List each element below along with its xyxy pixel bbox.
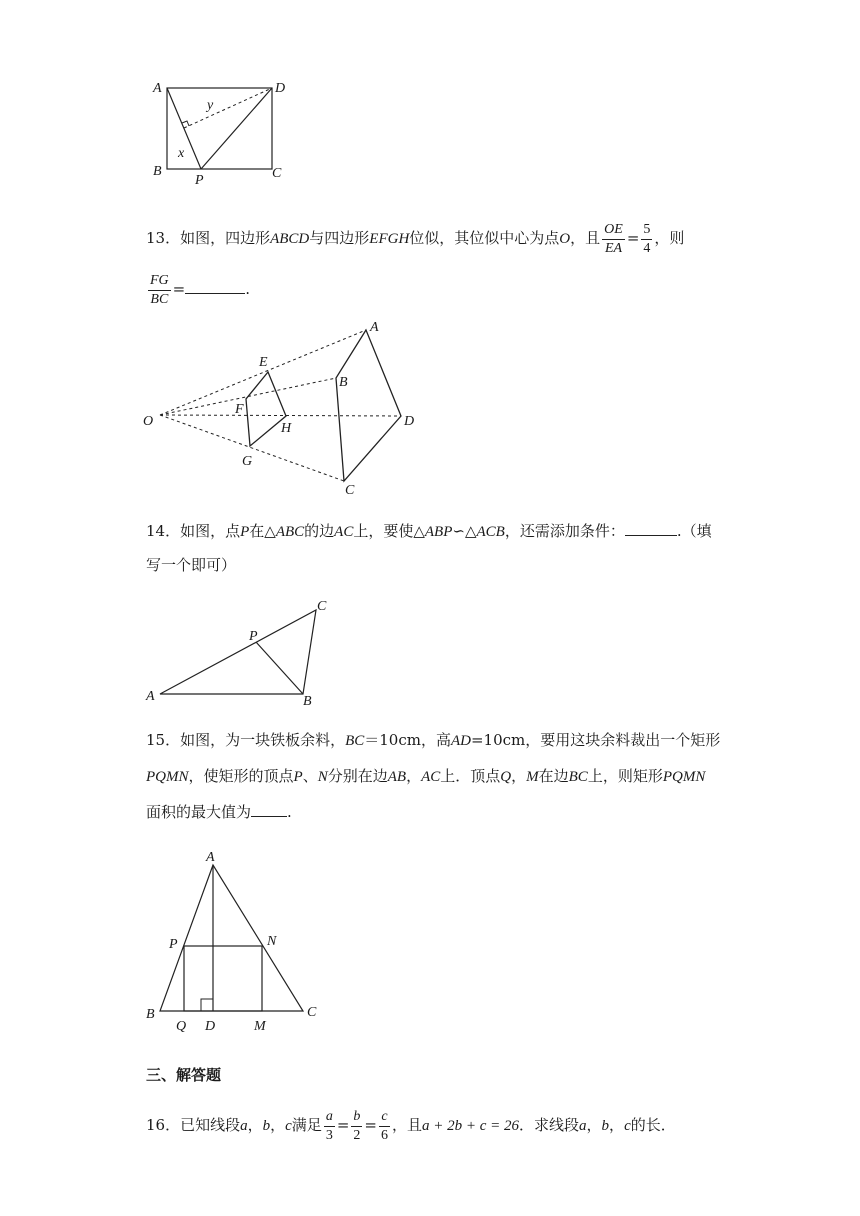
- section-heading: 三、解答题: [146, 1066, 222, 1084]
- label-y: y: [207, 98, 214, 113]
- ray-oa: [160, 330, 366, 415]
- triangle-abc: [160, 610, 316, 694]
- figure-homothety: [136, 318, 426, 498]
- figure-triangle-rectangle: [140, 846, 340, 1036]
- right-angle-mark: [201, 999, 213, 1011]
- label-p: P: [249, 629, 258, 644]
- label-f: F: [235, 402, 244, 417]
- rectangle-pqmn: [184, 946, 262, 1011]
- var-b: b: [601, 1118, 610, 1134]
- q15-bc: BC: [345, 733, 365, 749]
- quadrilateral-abdc: [336, 330, 401, 481]
- label-a: A: [146, 689, 155, 704]
- q14-sim: ∽△: [452, 522, 477, 540]
- label-c: C: [317, 599, 327, 614]
- q15-q: Q: [500, 769, 512, 785]
- q15-text: =10cm，要用这块余料裁出一个矩形: [470, 731, 721, 749]
- q14-acb: ACB: [476, 524, 505, 540]
- ray-od: [160, 415, 401, 416]
- q15-pqmn: PQMN: [662, 769, 706, 785]
- q15-text: 15．如图，为一块铁板余料，: [146, 731, 346, 749]
- q13-text: ，则: [654, 229, 685, 247]
- figure-rectangle-abcd: [140, 76, 300, 188]
- q14-text: 的边: [304, 522, 335, 540]
- q13-text: 位似，其位似中心为点: [409, 229, 560, 247]
- label-d: D: [404, 414, 415, 429]
- dashed-perpendicular-d: [184, 88, 272, 128]
- equals-sign: =: [364, 1116, 377, 1134]
- equation: a + 2b + c = 26: [421, 1118, 520, 1134]
- question-14-line-1: [146, 514, 712, 549]
- q14-p: P: [240, 524, 250, 540]
- q15-text: ，: [511, 767, 527, 785]
- q13-efgh: EFGH: [369, 231, 410, 247]
- q14-abc: ABC: [275, 524, 305, 540]
- q16-text: 的长．: [630, 1116, 676, 1134]
- var-b: b: [262, 1118, 271, 1134]
- q16-sep: ，: [247, 1116, 263, 1134]
- q13-text: ，且: [570, 229, 601, 247]
- fraction-fg-bc: $\frac{FG}{BC}$: [150, 272, 169, 307]
- q16-sep: ，: [586, 1116, 602, 1134]
- q14-text: .（填: [676, 522, 712, 540]
- label-x: x: [178, 146, 185, 161]
- var-a: a: [579, 1118, 587, 1134]
- label-b: B: [339, 375, 348, 390]
- label-n: N: [267, 934, 277, 949]
- label-a: A: [153, 81, 162, 96]
- q14-text: 14．如图，点: [146, 522, 241, 540]
- q15-text: ＝10cm，高: [364, 731, 451, 749]
- q15-text: .: [287, 803, 292, 821]
- question-13-line-1: [146, 221, 684, 257]
- q16-text: 满足: [291, 1116, 322, 1134]
- answer-blank: [625, 517, 677, 536]
- question-13-line-2: [146, 272, 250, 308]
- answer-blank: [185, 275, 245, 294]
- q15-text: ，: [406, 767, 422, 785]
- fraction-a-3: $\frac{a}{3}$: [325, 1108, 333, 1143]
- q15-text: 上，则矩形: [587, 767, 663, 785]
- q16-text: ．求线段: [519, 1116, 580, 1134]
- var-c: c: [624, 1118, 631, 1134]
- q15-bc: BC: [568, 769, 588, 785]
- label-p: P: [195, 173, 204, 188]
- fraction-5-4: $\frac{5}{4}$: [643, 221, 651, 256]
- label-b: B: [303, 694, 312, 709]
- q13-abcd: ABCD: [270, 231, 310, 247]
- q16-sep: ，: [270, 1116, 286, 1134]
- label-c: C: [272, 166, 282, 181]
- label-b: B: [146, 1007, 155, 1022]
- triangle-abc: [160, 865, 303, 1011]
- label-d: D: [205, 1019, 216, 1034]
- period: .: [245, 280, 251, 298]
- label-h: H: [281, 421, 292, 436]
- label-a: A: [206, 850, 215, 865]
- q14-ac: AC: [334, 524, 354, 540]
- q15-m: M: [526, 769, 539, 785]
- label-c: C: [345, 483, 355, 498]
- q15-text: 上．顶点: [440, 767, 501, 785]
- label-q: Q: [176, 1019, 187, 1034]
- q15-text: 分别在边: [327, 767, 388, 785]
- q13-o: O: [559, 231, 571, 247]
- label-a: A: [370, 320, 379, 335]
- question-14-line-2: [146, 548, 236, 582]
- quadrilateral-efhg: [246, 372, 286, 446]
- q15-text: 在边: [538, 767, 569, 785]
- label-m: M: [254, 1019, 266, 1034]
- q14-text: ，还需添加条件：: [504, 522, 625, 540]
- question-15-line-2: [146, 759, 705, 794]
- label-o: O: [143, 414, 154, 429]
- q15-ad: AD: [450, 733, 471, 749]
- q15-ac: AC: [421, 769, 441, 785]
- question-15-line-3: [146, 795, 292, 829]
- q16-text: ，且: [391, 1116, 422, 1134]
- label-d: D: [275, 81, 286, 96]
- q15-text: 、: [302, 767, 318, 785]
- label-b: B: [153, 164, 162, 179]
- q14-text: 写一个即可）: [146, 556, 237, 574]
- var-a: a: [240, 1118, 248, 1134]
- label-g: G: [242, 454, 253, 469]
- q15-ab: AB: [387, 769, 407, 785]
- fraction-oe-ea: $\frac{OE}{EA}$: [604, 221, 623, 256]
- label-e: E: [259, 355, 268, 370]
- var-c: c: [285, 1118, 292, 1134]
- ray-oc: [160, 415, 344, 481]
- q16-text: 16．已知线段: [146, 1116, 241, 1134]
- equals-sign: =: [626, 229, 640, 247]
- q14-text: 上，要使△: [353, 522, 425, 540]
- question-15-line-1: [146, 723, 720, 758]
- fraction-b-2: $\frac{b}{2}$: [353, 1108, 361, 1143]
- q13-text: 13．如图，四边形: [146, 229, 271, 247]
- q15-p: P: [293, 769, 303, 785]
- question-16: [146, 1108, 676, 1144]
- equals-sign: =: [172, 280, 186, 298]
- equals-sign: =: [336, 1116, 350, 1134]
- q16-sep: ，: [609, 1116, 625, 1134]
- fraction-c-6: $\frac{c}{6}$: [380, 1108, 388, 1143]
- q13-text: 与四边形: [309, 229, 370, 247]
- q15-text: ，使矩形的顶点: [188, 767, 294, 785]
- label-p: P: [169, 937, 178, 952]
- q15-n: N: [317, 769, 328, 785]
- q15-pqmn: PQMN: [146, 769, 189, 785]
- answer-blank: [251, 798, 287, 817]
- figure-triangle-abc: [140, 592, 340, 710]
- q14-abp: ABP: [424, 524, 453, 540]
- q15-text: 面积的最大值为: [146, 803, 252, 821]
- q14-text: 在△: [249, 522, 276, 540]
- segment-pb: [256, 642, 303, 694]
- label-c: C: [307, 1005, 317, 1020]
